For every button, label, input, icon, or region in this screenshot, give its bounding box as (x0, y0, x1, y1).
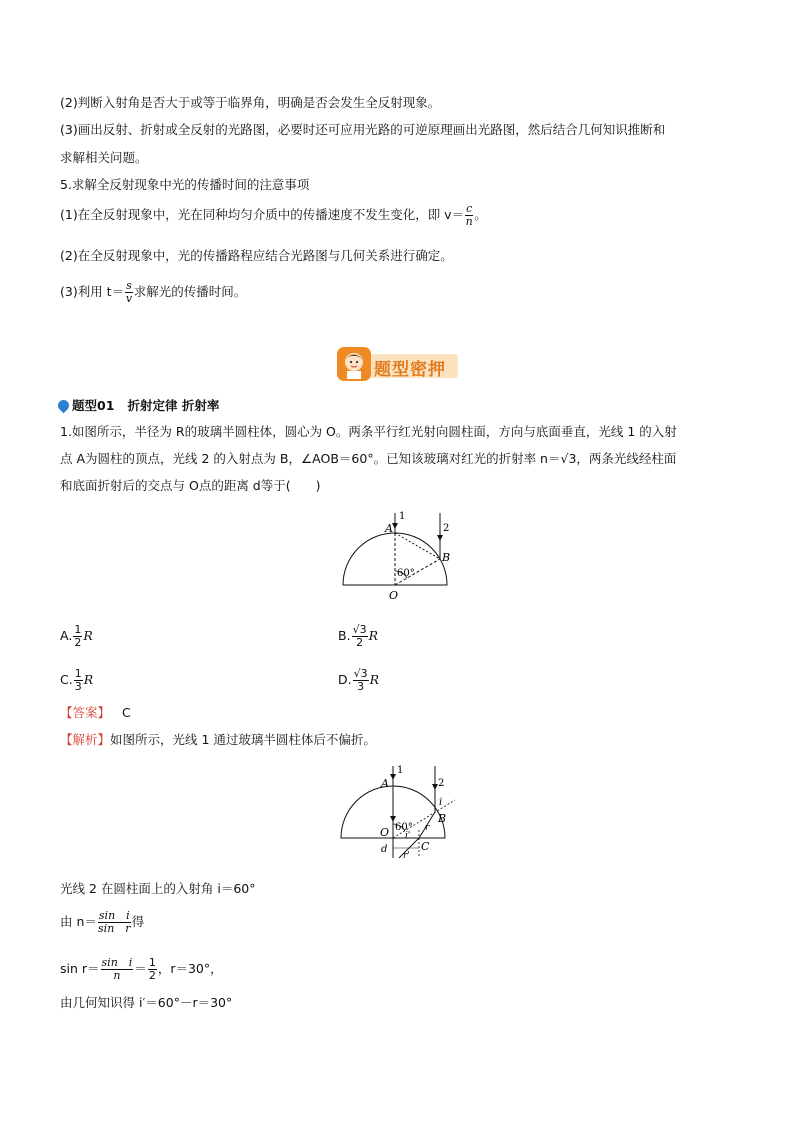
text-segment: 得 (131, 914, 145, 929)
fraction (74, 668, 83, 693)
option-suffix: R (83, 672, 94, 687)
fraction (465, 203, 473, 228)
option-A[interactable] (60, 624, 93, 649)
question-text: 和底面折射后的交点与 O点的距离 d等于( ) (60, 478, 321, 493)
fraction-numerator: s (126, 279, 132, 292)
label-r: r (425, 823, 430, 833)
option-letter: D. (338, 672, 352, 687)
text-line (60, 203, 487, 228)
fraction-denominator: 3 (357, 680, 365, 693)
section-badge (336, 346, 460, 382)
text-segment: ，r＝30°， (157, 961, 223, 976)
fraction (148, 957, 157, 982)
badge-label: 题型密押 (374, 360, 446, 380)
label-ray-1: 1 (397, 765, 404, 776)
fraction (125, 280, 133, 305)
fraction-denominator: sin r (98, 922, 131, 935)
fraction-denominator: 2 (356, 636, 364, 649)
analysis-text: 如图所示，光线 1 通过玻璃半圆柱体后不偏折。 (110, 732, 376, 747)
solution-line (60, 910, 144, 935)
text-segment: ，两条光线经柱面 (576, 451, 677, 466)
analysis-label: 【解析】 (60, 732, 111, 747)
option-suffix: R (83, 628, 93, 643)
figure-semicircle-2 (335, 760, 465, 866)
text-segment: 求解光的传播时间。 (133, 284, 247, 299)
text-segment: 。 (474, 207, 487, 222)
solution-line (60, 957, 223, 982)
label-i-prime: i' (405, 831, 411, 841)
label-A: A (385, 522, 393, 535)
fraction (101, 957, 134, 982)
text-line (60, 280, 246, 305)
fraction-denominator: 2 (148, 969, 156, 982)
fraction-numerator: sin i (98, 909, 130, 922)
location-pin-icon (56, 398, 72, 414)
option-suffix: R (368, 628, 378, 643)
label-r-prime: r' (403, 851, 410, 861)
text-segment: (3)利用 t＝ (60, 284, 125, 299)
fraction-denominator: v (125, 292, 133, 305)
text-segment: 点 A为圆柱的顶点，光线 2 的入射点为 B，∠AOB＝60°。已知该玻璃对红光的折射率 n＝ (60, 451, 561, 466)
fraction (73, 624, 82, 649)
fraction-numerator: √3 (352, 623, 367, 636)
question-text: 1.如图所示，半径为 R的玻璃半圆柱体，圆心为 O。两条平行红光射向圆柱面，方向与底面垂直，光线 1 的入射 (60, 424, 677, 439)
fraction-denominator: 3 (74, 680, 82, 693)
option-letter: C. (60, 672, 73, 687)
text-segment: ＝ (134, 961, 147, 976)
answer-value: C (121, 705, 131, 720)
solution-line: 由几何知识得 i′＝60°－r＝30° (60, 995, 233, 1010)
label-B: B (442, 551, 451, 564)
solution-line: 光线 2 在圆柱面上的入射角 i＝60° (60, 881, 256, 896)
fraction-numerator: 1 (148, 956, 156, 969)
fraction-numerator: 1 (74, 667, 82, 680)
question-text (60, 450, 676, 468)
option-B[interactable] (338, 624, 378, 649)
fraction-denominator: n (113, 969, 121, 982)
option-D[interactable] (338, 668, 379, 693)
section-heading: 5.求解全反射现象中光的传播时间的注意事项 (60, 177, 310, 192)
fraction-numerator: c (466, 202, 473, 215)
label-ray-2: 2 (443, 523, 450, 534)
label-C: C (421, 840, 430, 853)
label-B: B (438, 812, 447, 825)
label-ray-1: 1 (399, 511, 406, 522)
text-line: (2)判断入射角是否大于或等于临界角，明确是否会发生全反射现象。 (60, 95, 441, 110)
answer-line (60, 704, 131, 722)
text-segment: (1)在全反射现象中，光在同种均匀介质中的传播速度不发生变化，即 v＝ (60, 207, 465, 222)
fraction-numerator: sin i (101, 956, 133, 969)
fraction (352, 624, 368, 649)
fraction-numerator: √3 (353, 667, 368, 680)
fraction-numerator: 1 (74, 623, 82, 636)
label-O: O (380, 826, 390, 839)
label-d: d (381, 844, 388, 855)
text-segment: sin r＝ (60, 961, 100, 976)
label-angle: 60° (397, 568, 415, 579)
question-type-topic: 折射定律 折射率 (127, 398, 220, 413)
teacher-icon (336, 346, 372, 382)
question-type-label: 题型01 (72, 398, 115, 413)
text-line: 求解相关问题。 (60, 150, 148, 165)
label-A: A (381, 777, 389, 790)
fraction (98, 910, 131, 935)
sqrt-value: √3 (560, 451, 577, 466)
label-angle: 60° (395, 822, 413, 833)
fraction-denominator: n (465, 215, 473, 228)
option-letter: A. (60, 628, 73, 643)
option-suffix: R (369, 672, 380, 687)
fraction (353, 668, 369, 693)
option-letter: B. (338, 628, 351, 643)
option-C[interactable] (60, 668, 93, 693)
answer-label: 【答案】 (60, 705, 111, 720)
text-line: (3)画出反射、折射或全反射的光路图，必要时还可应用光路的可逆原理画出光路图，然后结合几何知识推断和 (60, 122, 666, 137)
label-i: i (439, 797, 443, 808)
label-O: O (389, 589, 399, 602)
figure-semicircle-1 (335, 505, 455, 602)
analysis-line (60, 731, 376, 749)
text-segment: 由 n＝ (60, 914, 97, 929)
fraction-denominator: 2 (74, 636, 82, 649)
question-type-heading (58, 396, 219, 414)
text-line: (2)在全反射现象中，光的传播路程应结合光路图与几何关系进行确定。 (60, 248, 453, 263)
label-ray-2: 2 (438, 778, 445, 789)
